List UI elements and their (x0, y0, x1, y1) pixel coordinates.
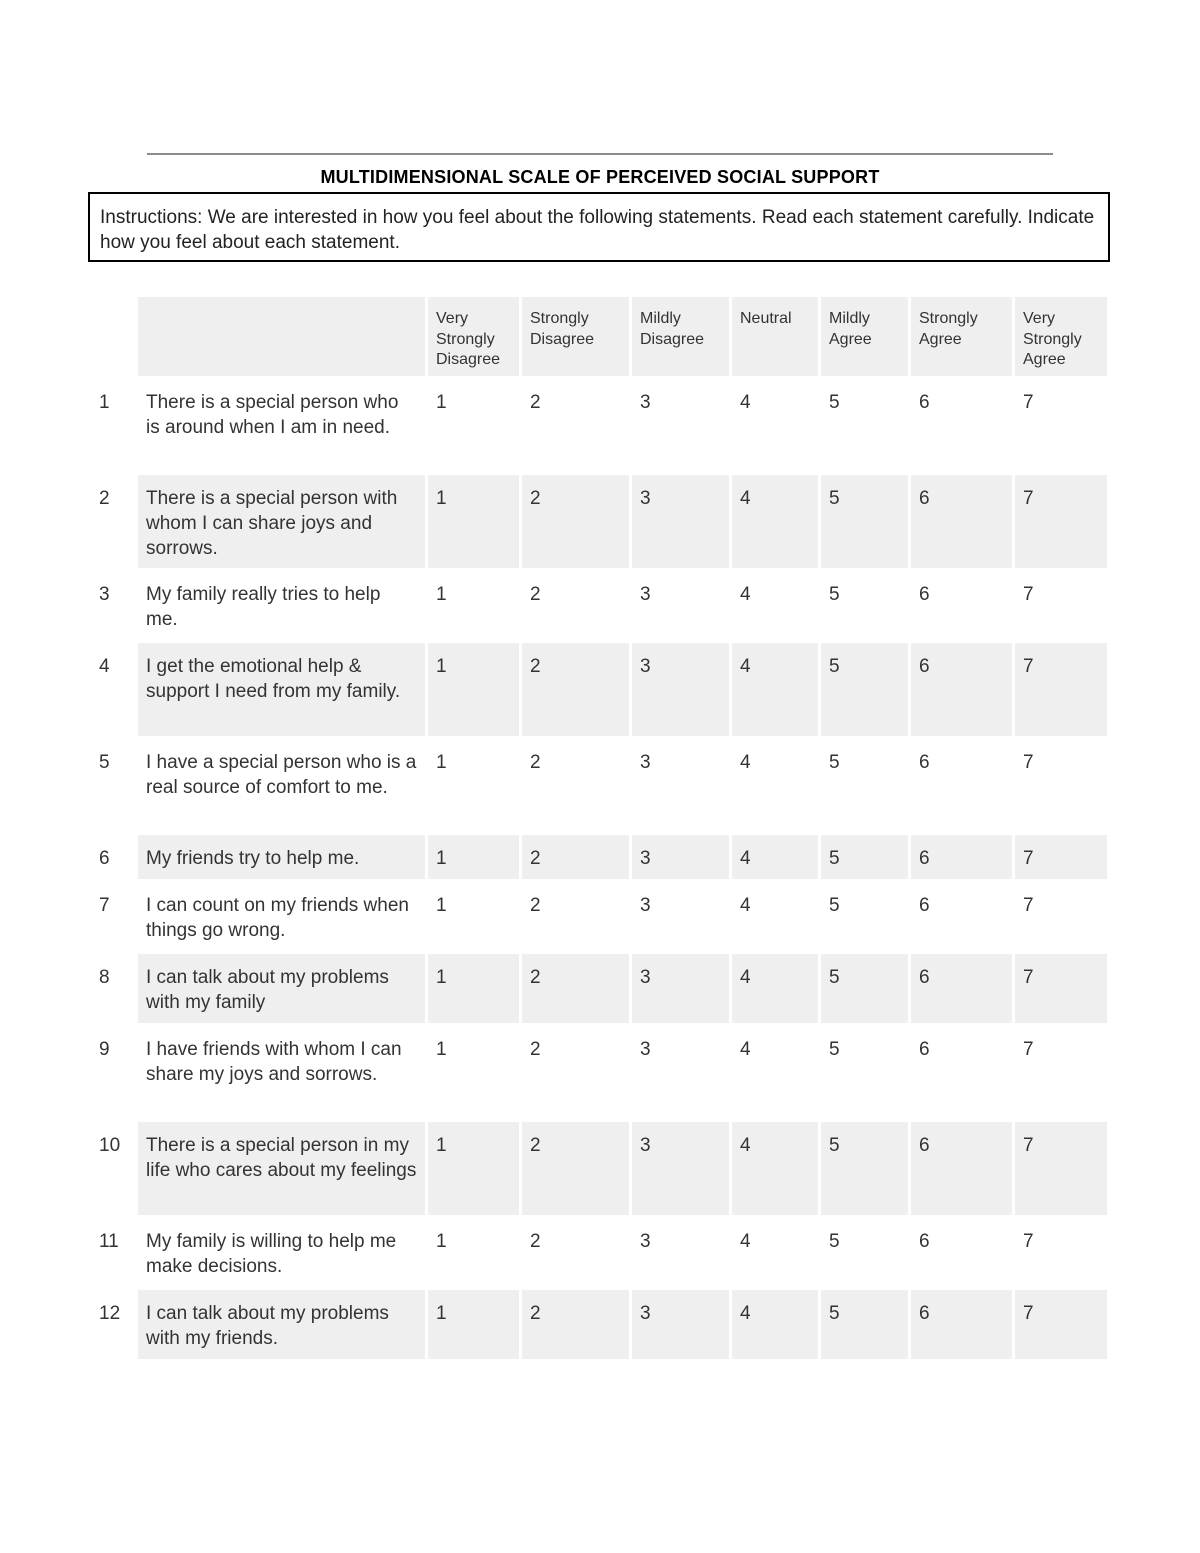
rating-option-1[interactable]: 1 (428, 1122, 519, 1215)
item-statement: I can talk about my problems with my friends. (138, 1290, 425, 1359)
rating-option-7[interactable]: 7 (1015, 739, 1107, 832)
item-statement: My family is willing to help me make decisions. (138, 1218, 425, 1287)
rating-option-6[interactable]: 6 (911, 1026, 1012, 1119)
item-statement: My family really tries to help me. (138, 571, 425, 640)
table-row (91, 1026, 1107, 1119)
rating-option-2[interactable]: 2 (522, 1290, 629, 1359)
rating-option-6[interactable]: 6 (911, 882, 1012, 951)
rating-option-6[interactable]: 6 (911, 1290, 1012, 1359)
rating-option-3[interactable]: 3 (632, 739, 729, 832)
rating-option-7[interactable]: 7 (1015, 1026, 1107, 1119)
rating-option-7[interactable]: 7 (1015, 643, 1107, 736)
rating-option-4[interactable]: 4 (732, 954, 818, 1023)
rating-option-5[interactable]: 5 (821, 571, 908, 640)
rating-option-5[interactable]: 5 (821, 739, 908, 832)
rating-option-4[interactable]: 4 (732, 1122, 818, 1215)
item-number: 4 (91, 643, 135, 736)
rating-option-3[interactable]: 3 (632, 379, 729, 472)
table-row (91, 379, 1107, 472)
rating-option-3[interactable]: 3 (632, 1122, 729, 1215)
rating-option-1[interactable]: 1 (428, 379, 519, 472)
rating-option-1[interactable]: 1 (428, 739, 519, 832)
table-row (91, 835, 1107, 879)
rating-option-4[interactable]: 4 (732, 571, 818, 640)
item-number: 7 (91, 882, 135, 951)
rating-option-6[interactable]: 6 (911, 379, 1012, 472)
rating-option-6[interactable]: 6 (911, 1122, 1012, 1215)
table-row (91, 1122, 1107, 1215)
rating-option-6[interactable]: 6 (911, 475, 1012, 568)
rating-option-5[interactable]: 5 (821, 882, 908, 951)
item-statement: My friends try to help me. (138, 835, 425, 879)
header-statement-cell (138, 297, 425, 376)
rating-option-4[interactable]: 4 (732, 1290, 818, 1359)
rating-option-7[interactable]: 7 (1015, 571, 1107, 640)
item-number: 2 (91, 475, 135, 568)
rating-option-1[interactable]: 1 (428, 1026, 519, 1119)
header-response-cell: Very Strongly Disagree (428, 297, 519, 376)
header-response-cell: Strongly Disagree (522, 297, 629, 376)
rating-option-2[interactable]: 2 (522, 1218, 629, 1287)
rating-option-2[interactable]: 2 (522, 475, 629, 568)
rating-option-6[interactable]: 6 (911, 571, 1012, 640)
response-table (88, 294, 1110, 1362)
rating-option-7[interactable]: 7 (1015, 835, 1107, 879)
rating-option-3[interactable]: 3 (632, 475, 729, 568)
rating-option-5[interactable]: 5 (821, 954, 908, 1023)
top-rule (147, 153, 1053, 155)
rating-option-2[interactable]: 2 (522, 1122, 629, 1215)
rating-option-7[interactable]: 7 (1015, 882, 1107, 951)
table-row (91, 475, 1107, 568)
rating-option-7[interactable]: 7 (1015, 1290, 1107, 1359)
rating-option-2[interactable]: 2 (522, 739, 629, 832)
rating-option-4[interactable]: 4 (732, 882, 818, 951)
rating-option-1[interactable]: 1 (428, 643, 519, 736)
rating-option-1[interactable]: 1 (428, 1218, 519, 1287)
header-row (91, 297, 1107, 376)
table-row (91, 571, 1107, 640)
table-row (91, 1290, 1107, 1359)
rating-option-7[interactable]: 7 (1015, 475, 1107, 568)
item-number: 1 (91, 379, 135, 472)
rating-option-3[interactable]: 3 (632, 882, 729, 951)
rating-option-7[interactable]: 7 (1015, 1218, 1107, 1287)
rating-option-4[interactable]: 4 (732, 739, 818, 832)
table-row (91, 882, 1107, 951)
rating-option-5[interactable]: 5 (821, 1026, 908, 1119)
rating-option-6[interactable]: 6 (911, 739, 1012, 832)
rating-option-6[interactable]: 6 (911, 643, 1012, 736)
rating-option-2[interactable]: 2 (522, 643, 629, 736)
rating-option-1[interactable]: 1 (428, 835, 519, 879)
rating-option-3[interactable]: 3 (632, 571, 729, 640)
rating-option-2[interactable]: 2 (522, 882, 629, 951)
rating-option-2[interactable]: 2 (522, 379, 629, 472)
item-statement: There is a special person with whom I can share joys and sorrows. (138, 475, 425, 568)
rating-option-1[interactable]: 1 (428, 571, 519, 640)
rating-option-5[interactable]: 5 (821, 1218, 908, 1287)
header-response-cell: Neutral (732, 297, 818, 376)
item-number: 10 (91, 1122, 135, 1215)
item-statement: I can talk about my problems with my family (138, 954, 425, 1023)
table-row (91, 643, 1107, 736)
rating-option-4[interactable]: 4 (732, 1218, 818, 1287)
table-row (91, 1218, 1107, 1287)
rating-option-7[interactable]: 7 (1015, 379, 1107, 472)
rating-option-5[interactable]: 5 (821, 835, 908, 879)
rating-option-3[interactable]: 3 (632, 954, 729, 1023)
rating-option-2[interactable]: 2 (522, 571, 629, 640)
rating-option-4[interactable]: 4 (732, 379, 818, 472)
header-response-cell: Mildly Disagree (632, 297, 729, 376)
rating-option-6[interactable]: 6 (911, 954, 1012, 1023)
item-statement: I have friends with whom I can share my joys and sorrows. (138, 1026, 425, 1119)
item-number: 8 (91, 954, 135, 1023)
rating-option-5[interactable]: 5 (821, 1290, 908, 1359)
rating-option-5[interactable]: 5 (821, 643, 908, 736)
item-number: 6 (91, 835, 135, 879)
items-body (91, 379, 1107, 1359)
rating-option-7[interactable]: 7 (1015, 954, 1107, 1023)
rating-option-4[interactable]: 4 (732, 1026, 818, 1119)
rating-option-5[interactable]: 5 (821, 1122, 908, 1215)
rating-option-7[interactable]: 7 (1015, 1122, 1107, 1215)
item-statement: There is a special person in my life who cares about my feelings (138, 1122, 425, 1215)
header-number-cell (91, 297, 135, 376)
page-title: MULTIDIMENSIONAL SCALE OF PERCEIVED SOCIAL SUPPORT (320, 167, 880, 187)
rating-option-3[interactable]: 3 (632, 835, 729, 879)
rating-option-6[interactable]: 6 (911, 835, 1012, 879)
rating-option-1[interactable]: 1 (428, 475, 519, 568)
rating-option-6[interactable]: 6 (911, 1218, 1012, 1287)
item-number: 12 (91, 1290, 135, 1359)
rating-option-5[interactable]: 5 (821, 379, 908, 472)
rating-option-3[interactable]: 3 (632, 1218, 729, 1287)
instructions-box: Instructions: We are interested in how you feel about the following statements. Read each statement carefully. Indicate how you feel about each statement. (88, 192, 1110, 262)
item-statement: I can count on my friends when things go wrong. (138, 882, 425, 951)
rating-option-2[interactable]: 2 (522, 1026, 629, 1119)
rating-option-3[interactable]: 3 (632, 1290, 729, 1359)
table-row (91, 739, 1107, 832)
rating-option-3[interactable]: 3 (632, 643, 729, 736)
item-statement: I have a special person who is a real source of comfort to me. (138, 739, 425, 832)
header-response-cell: Very Strongly Agree (1015, 297, 1107, 376)
item-statement: There is a special person who is around when I am in need. (138, 379, 425, 472)
rating-option-3[interactable]: 3 (632, 1026, 729, 1119)
rating-option-2[interactable]: 2 (522, 835, 629, 879)
item-number: 5 (91, 739, 135, 832)
item-number: 11 (91, 1218, 135, 1287)
header-response-cell: Strongly Agree (911, 297, 1012, 376)
rating-option-1[interactable]: 1 (428, 954, 519, 1023)
rating-option-5[interactable]: 5 (821, 475, 908, 568)
header-response-cell: Mildly Agree (821, 297, 908, 376)
rating-option-4[interactable]: 4 (732, 835, 818, 879)
rating-option-2[interactable]: 2 (522, 954, 629, 1023)
rating-option-4[interactable]: 4 (732, 643, 818, 736)
table-row (91, 954, 1107, 1023)
item-number: 3 (91, 571, 135, 640)
rating-option-1[interactable]: 1 (428, 882, 519, 951)
rating-option-1[interactable]: 1 (428, 1290, 519, 1359)
rating-option-4[interactable]: 4 (732, 475, 818, 568)
item-number: 9 (91, 1026, 135, 1119)
item-statement: I get the emotional help & support I need from my family. (138, 643, 425, 736)
